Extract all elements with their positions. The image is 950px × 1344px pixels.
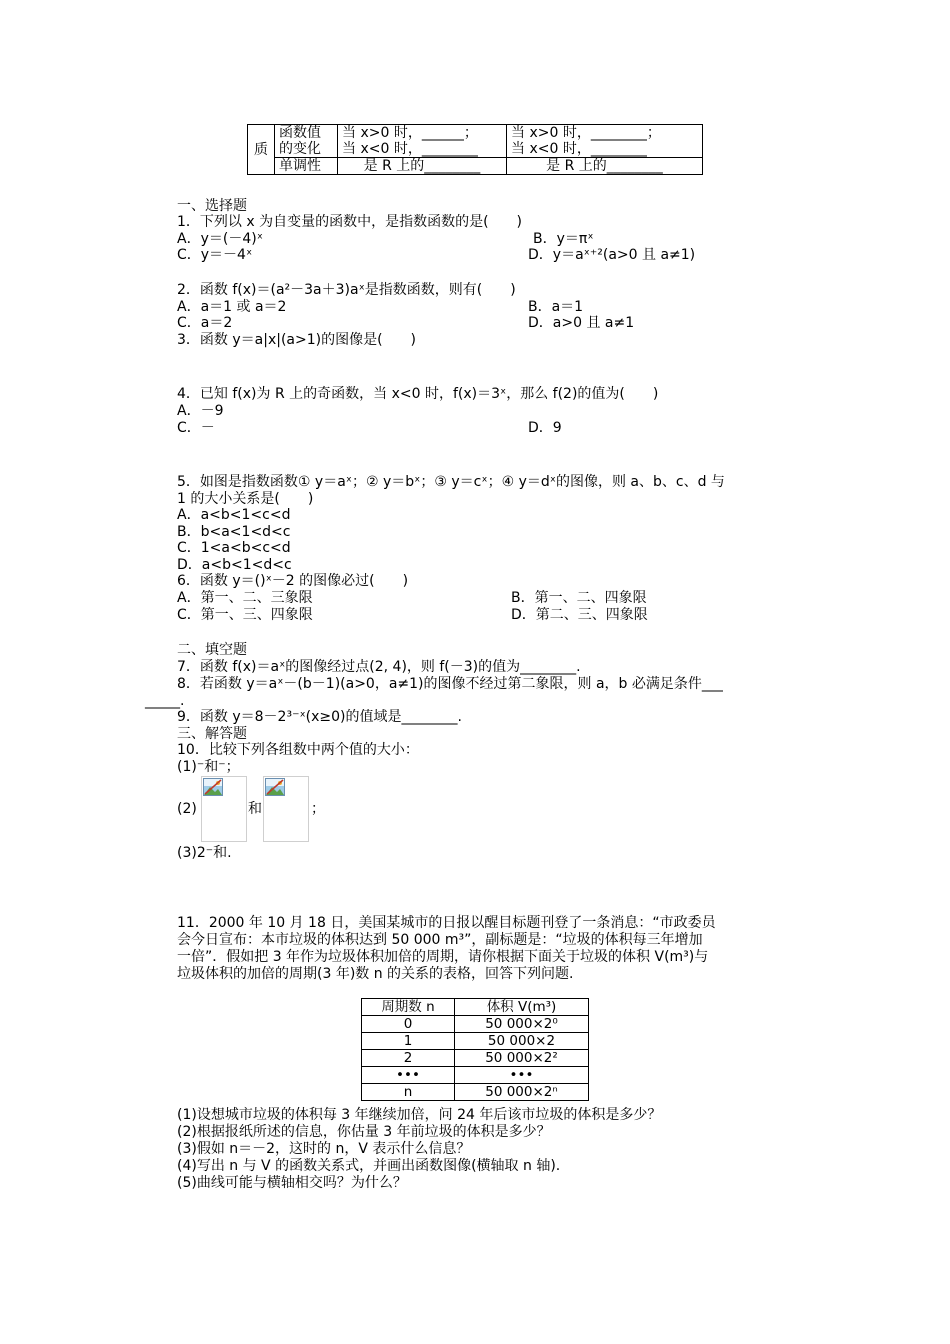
section-heading: 三、解答题 [177, 726, 247, 742]
option-b: B．第一、二、四象限 [511, 590, 647, 606]
question-stem: 垃圾体积的加倍的周期(3 年)数 n 的关系的表格，回答下列问题. [177, 966, 574, 982]
sub-question: (4)写出 n 与 V 的函数关系式，并画出函数图像(横轴取 n 轴). [177, 1158, 561, 1174]
table-cell: 50 000×2⁰ [455, 1016, 589, 1033]
option-d: D．第二、三、四象限 [511, 607, 648, 623]
question-stem: _____. [145, 693, 185, 709]
table-row [362, 1067, 589, 1084]
question-stem: 2．函数 f(x)＝(a²－3a＋3)aˣ是指数函数，则有( ) [177, 282, 516, 298]
section-heading: 一、选择题 [177, 198, 247, 214]
question-stem: 8．若函数 y＝aˣ－(b－1)(a>0，a≠1)的图像不经过第二象限，则 a，b 必满足条件___ [177, 676, 723, 692]
question-stem: 9．函数 y＝8－2³⁻ˣ(x≥0)的值域是________. [177, 709, 462, 725]
table-cell [338, 125, 507, 158]
volume-table [361, 998, 589, 1101]
table-row [248, 158, 703, 175]
sub-question: (1)设想城市垃圾的体积每 3 年继续加倍，问 24 年后该市垃圾的体积是多少？ [177, 1107, 662, 1123]
cell-line: 当 x>0 时，______； [342, 125, 478, 141]
option-d: D．a>0 且 a≠1 [528, 315, 635, 331]
table-cell: n [362, 1084, 455, 1101]
table-cell: 50 000×2 [455, 1033, 589, 1050]
option-c: C．第一、三、四象限 [177, 607, 313, 623]
option-b: B．y＝πˣ [533, 231, 594, 247]
option-c: C．1<a<b<c<d [177, 540, 291, 556]
table-row [362, 1050, 589, 1067]
question-stem: 4．已知 f(x)为 R 上的奇函数，当 x<0 时，f(x)＝3ˣ，那么 f(2)的值为( ) [177, 386, 659, 402]
cell-line: 当 x<0 时，________ [511, 141, 647, 157]
table-cell: 单调性 [275, 158, 338, 175]
cell-line: 当 x<0 时，________ [342, 141, 478, 157]
sub-question: (3)2⁻和. [177, 845, 232, 861]
table-cell: 2 [362, 1050, 455, 1067]
table-cell: 1 [362, 1033, 455, 1050]
option-d: D．a<b<1<d<c [177, 557, 292, 573]
sub-question-text: ； [311, 801, 325, 817]
option-c: C．－ [177, 420, 215, 436]
option-a: A．a<b<1<c<d [177, 507, 291, 523]
sub-question-text: 和 [248, 801, 262, 817]
option-c: C．y＝－4ˣ [177, 247, 253, 263]
question-stem: 5．如图是指数函数① y＝aˣ；② y＝bˣ；③ y＝cˣ；④ y＝dˣ的图像，则 a、b、c、d 与 [177, 474, 725, 490]
question-stem: 7．函数 f(x)＝aˣ的图像经过点(2, 4)，则 f(－3)的值为________. [177, 659, 581, 675]
table-cell: 函数值的变化 [275, 125, 338, 158]
question-stem: 会今日宣布：本市垃圾的体积达到 50 000 m³”，副标题是：“垃圾的体积每三年增加 [177, 932, 703, 948]
properties-table [247, 124, 703, 175]
question-stem: 1 的大小关系是( ) [177, 491, 314, 507]
table-cell [507, 125, 703, 158]
table-cell: ••• [362, 1067, 455, 1084]
option-a: A．a＝1 或 a＝2 [177, 299, 287, 315]
sub-question: (2)根据报纸所述的信息，你估量 3 年前垃圾的体积是多少？ [177, 1124, 551, 1140]
section-heading: 二、填空题 [177, 642, 247, 658]
question-stem: 3．函数 y＝a|x|(a>1)的图像是( ) [177, 332, 417, 348]
table-cell: 是 R 上的________ [507, 158, 703, 175]
table-row [362, 1084, 589, 1101]
question-stem: 1．下列以 x 为自变量的函数中，是指数函数的是( ) [177, 214, 523, 230]
sub-question: (3)假如 n＝－2，这时的 n，V 表示什么信息？ [177, 1141, 471, 1157]
sub-question-label: (2) [177, 801, 197, 817]
option-d: D．9 [528, 420, 562, 436]
table-cell: 是 R 上的________ [338, 158, 507, 175]
question-stem: 6．函数 y＝()ˣ－2 的图像必过( ) [177, 573, 409, 589]
option-a: A．第一、二、三象限 [177, 590, 313, 606]
option-a: A．－9 [177, 403, 224, 419]
question-stem: 10．比较下列各组数中两个值的大小： [177, 742, 419, 758]
table-row [248, 125, 703, 158]
broken-image-icon [201, 776, 247, 842]
option-b: B．a＝1 [528, 299, 584, 315]
option-c: C．a＝2 [177, 315, 233, 331]
option-b: B．b<a<1<d<c [177, 524, 291, 540]
option-d: D．y＝aˣ⁺²(a>0 且 a≠1) [528, 247, 696, 263]
table-cell: ••• [455, 1067, 589, 1084]
cell-line: 当 x>0 时，________； [511, 125, 661, 141]
table-cell: 0 [362, 1016, 455, 1033]
table-row [362, 1033, 589, 1050]
column-header: 周期数 n [362, 999, 455, 1016]
sub-question: (1)⁻和⁻； [177, 759, 240, 775]
option-a: A．y＝(－4)ˣ [177, 231, 263, 247]
question-stem: 一倍”．假如把 3 年作为垃圾体积加倍的周期，请你根据下面关于垃圾的体积 V(m³)与 [177, 949, 709, 965]
table-header-row [362, 999, 589, 1016]
table-cell: 50 000×2ⁿ [455, 1084, 589, 1101]
question-stem: 11．2000 年 10 月 18 日，美国某城市的日报以醒目标题刊登了一条消息：“市政委员 [177, 915, 716, 931]
table-cell: 50 000×2² [455, 1050, 589, 1067]
broken-image-icon [263, 776, 309, 842]
column-header: 体积 V(m³) [455, 999, 589, 1016]
table-row [362, 1016, 589, 1033]
table-cell: 质 [248, 125, 275, 175]
sub-question: (5)曲线可能与横轴相交吗？为什么？ [177, 1175, 407, 1191]
